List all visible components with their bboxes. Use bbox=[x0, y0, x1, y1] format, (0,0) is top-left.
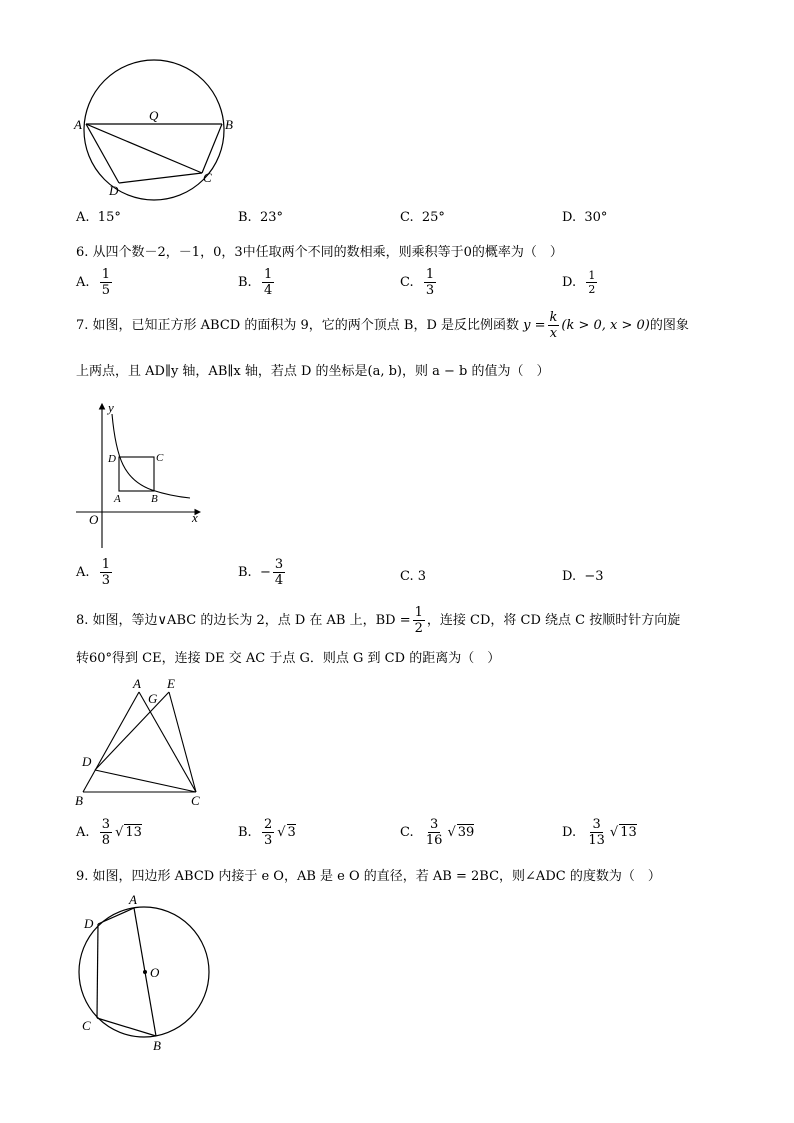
q9-label-c: C bbox=[82, 1018, 91, 1033]
q5-label-d: D bbox=[109, 183, 119, 198]
q8-label-a: A bbox=[133, 676, 141, 691]
fraction: $\frac{2}{3}$ bbox=[263, 817, 273, 848]
q7-stem-line1: 7. 如图，已知正方形 ABCD 的面积为 9，它的两个顶点 B，D 是反比例函数 y = $\frac{k}{x}$ (k > 0, x > 0)的图象 bbox=[76, 310, 689, 341]
q8-label-e: E bbox=[167, 676, 175, 691]
q8-segment-ac bbox=[139, 692, 196, 792]
fraction: $\frac{1}{4}$ bbox=[263, 267, 273, 298]
q8-segment-ce bbox=[169, 692, 196, 792]
q9-center-dot bbox=[143, 970, 147, 974]
sqrt-sign: √ bbox=[609, 825, 619, 840]
q7-hyperbola-curve bbox=[112, 414, 190, 498]
q7-label-b: B bbox=[151, 493, 158, 505]
q8-option-d[interactable]: D. $\frac{3}{13}$ √ 13 bbox=[562, 817, 637, 848]
fraction: $\frac{3}{16}$ bbox=[425, 817, 443, 848]
fraction: $\frac{1}{2}$ bbox=[588, 269, 596, 296]
q8-label-b: B bbox=[75, 793, 83, 808]
fraction: $\frac{1}{3}$ bbox=[101, 557, 111, 588]
q5-option-a[interactable]: A. 15° bbox=[76, 210, 121, 225]
q9-figure bbox=[72, 888, 217, 1058]
q6-stem: 6. 从四个数－2，－1，0，3中任取两个不同的数相乘，则乘积等于0的概率为（ ） bbox=[76, 245, 563, 260]
sqrt-sign: √ bbox=[277, 825, 286, 840]
q6-option-d[interactable]: D. $\frac{1}{2}$ bbox=[562, 269, 596, 296]
q7-function: y = $\frac{k}{x}$ (k > 0, x > 0) bbox=[523, 310, 650, 341]
q5-segment-ad bbox=[86, 124, 119, 183]
q7-option-b[interactable]: B. − $\frac{3}{4}$ bbox=[238, 557, 284, 588]
q6-option-b[interactable]: B. $\frac{1}{4}$ bbox=[238, 267, 273, 298]
q9-label-o: O bbox=[150, 965, 160, 980]
q9-stem: 9. 如图，四边形 ABCD 内接于 e O，AB 是 e O 的直径，若 AB = 2BC，则∠ADC 的度数为（ ） bbox=[76, 869, 661, 884]
q5-label-a: A bbox=[74, 117, 82, 132]
q5-option-c[interactable]: C. 25° bbox=[400, 210, 445, 225]
q7-option-a[interactable]: A. $\frac{1}{3}$ bbox=[76, 557, 111, 588]
q8-figure bbox=[72, 675, 217, 810]
q5-segment-bc bbox=[202, 124, 222, 173]
q8-label-c: C bbox=[191, 793, 200, 808]
q7-label-o: O bbox=[89, 512, 99, 527]
q5-option-b[interactable]: B. 23° bbox=[238, 210, 283, 225]
q9-label-b: B bbox=[153, 1038, 161, 1053]
q8-option-a[interactable]: A. $\frac{3}{8}$ √ 13 bbox=[76, 817, 142, 848]
sqrt-sign: √ bbox=[115, 825, 124, 840]
q8-segment-ab bbox=[83, 692, 139, 792]
q9-label-a: A bbox=[129, 892, 137, 907]
fraction: $\frac{1}{3}$ bbox=[425, 267, 435, 298]
q7-square-abcd bbox=[119, 457, 154, 491]
q7-figure bbox=[72, 398, 212, 553]
q8-stem-line2: 转60°得到 CE，连接 DE 交 AC 于点 G．则点 G 到 CD 的距离为（ ） bbox=[76, 651, 501, 666]
q6-option-a[interactable]: A. $\frac{1}{5}$ bbox=[76, 267, 111, 298]
q5-option-d[interactable]: D. 30° bbox=[562, 210, 608, 225]
fraction: $\frac{k}{x}$ bbox=[549, 310, 558, 341]
q7-stem-line2: 上两点，且 AD∥y 轴，AB∥x 轴，若点 D 的坐标是(a, b)，则 a − b 的值为（ ） bbox=[76, 364, 550, 379]
q5-label-c: C bbox=[203, 170, 212, 185]
q9-segment-dc bbox=[97, 924, 98, 1018]
q5-segment-ac bbox=[86, 124, 202, 173]
q5-label-b: B bbox=[225, 117, 233, 132]
fraction: $\frac{3}{13}$ bbox=[588, 817, 605, 848]
q7-label-y: y bbox=[108, 400, 114, 415]
q9-segment-ad bbox=[98, 908, 134, 924]
fraction: $\frac{3}{8}$ bbox=[101, 817, 111, 848]
q8-option-b[interactable]: B. $\frac{2}{3}$ √ 3 bbox=[238, 817, 296, 848]
q7-label-a: A bbox=[114, 493, 121, 505]
q5-segment-dc bbox=[119, 173, 202, 183]
q7-label-x: x bbox=[192, 510, 198, 525]
q8-label-g: G bbox=[148, 691, 158, 706]
q8-option-c[interactable]: C. $\frac{3}{16}$ √ 39 bbox=[400, 817, 475, 848]
q8-label-d: D bbox=[82, 754, 92, 769]
q7-label-d: D bbox=[108, 453, 116, 465]
q9-label-d: D bbox=[84, 916, 94, 931]
q7-label-c: C bbox=[156, 452, 164, 464]
sqrt-sign: √ bbox=[447, 825, 456, 840]
q5-figure bbox=[70, 50, 250, 205]
q8-stem-line1: 8. 如图，等边∨ABC 的边长为 2，点 D 在 AB 上，BD = $\frac{1}{2}$ ，连接 CD，将 CD 绕点 C 按顺时针方向旋 bbox=[76, 605, 681, 636]
fraction: $\frac{1}{2}$ bbox=[414, 605, 423, 636]
q8-segment-dc bbox=[95, 770, 196, 792]
q9-segment-cb bbox=[97, 1018, 156, 1036]
fraction: $\frac{1}{5}$ bbox=[101, 267, 111, 298]
q5-label-q: Q bbox=[149, 108, 159, 123]
q6-option-c[interactable]: C. $\frac{1}{3}$ bbox=[400, 267, 435, 298]
q7-option-d[interactable]: D. −3 bbox=[562, 569, 604, 584]
fraction: $\frac{3}{4}$ bbox=[274, 557, 284, 588]
q7-option-c[interactable]: C. 3 bbox=[400, 569, 427, 584]
